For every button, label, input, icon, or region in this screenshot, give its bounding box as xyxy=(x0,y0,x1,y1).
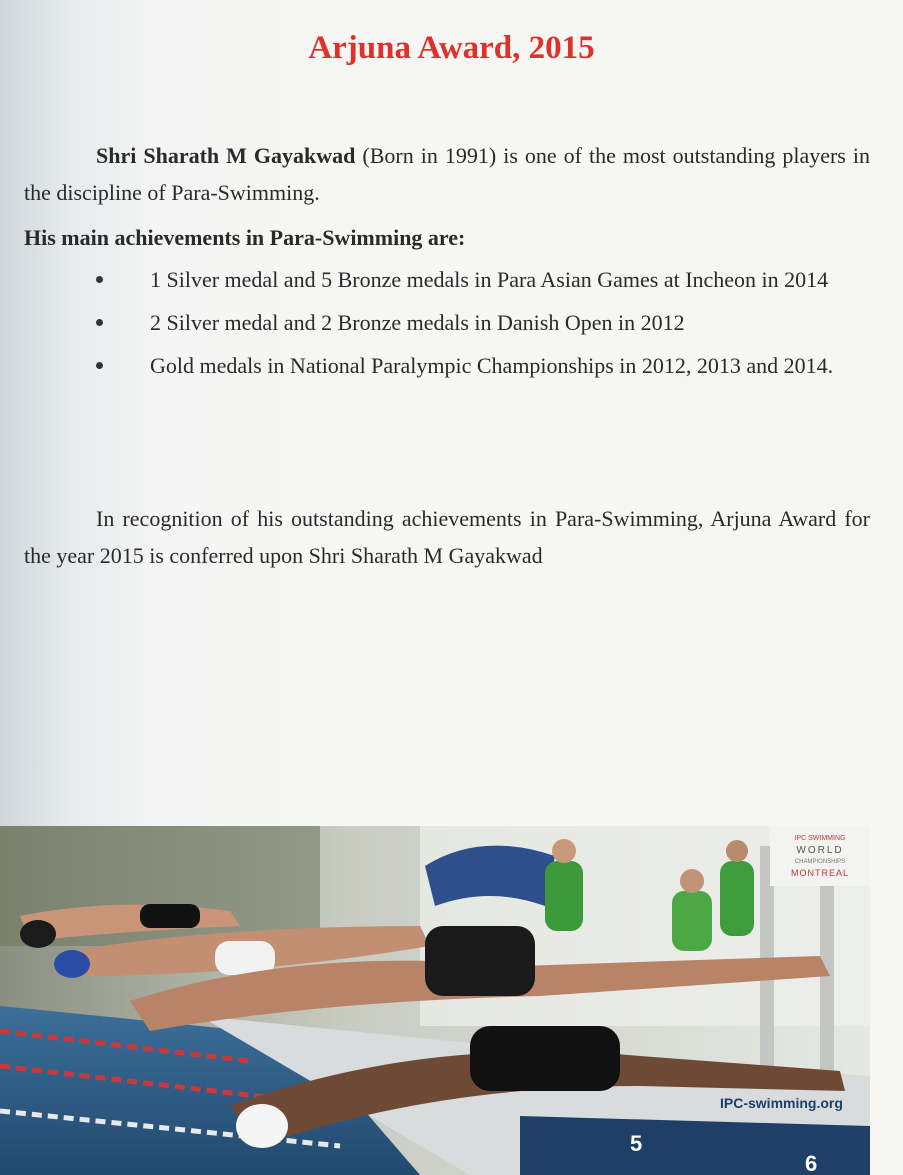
athlete-name: Shri Sharath M Gayakwad xyxy=(96,143,356,168)
list-item xyxy=(96,304,870,341)
lane-number-5: 5 xyxy=(630,1131,643,1156)
achievement-text: Gold medals in National Paralympic Championships in 2012, 2013 and 2014. xyxy=(150,353,834,378)
achievement-text: 2 Silver medal and 2 Bronze medals in Danish Open in 2012 xyxy=(150,310,685,335)
official-figure xyxy=(720,861,754,936)
list-item xyxy=(96,261,870,298)
banner-line3: CHAMPIONSHIPS xyxy=(794,859,846,865)
list-item xyxy=(96,347,870,384)
starting-block-panel xyxy=(520,1116,870,1175)
intro-paragraph xyxy=(24,137,870,211)
lane-number-6: 6 xyxy=(805,1151,818,1175)
banner-city: MONTREAL xyxy=(790,868,850,878)
bullet-icon xyxy=(96,276,103,283)
achievements-heading: His main achievements in Para-Swimming are: xyxy=(24,225,466,250)
banner-line2: WORLD xyxy=(796,845,844,856)
achievement-text: 1 Silver medal and 5 Bronze medals in Para Asian Games at Incheon in 2014 xyxy=(150,267,829,292)
board-text: IPC-swimming.org xyxy=(720,1095,843,1111)
bullet-icon xyxy=(96,319,103,326)
official-figure xyxy=(545,861,583,931)
official-figure xyxy=(672,891,712,951)
banner-line1: IPC SWIMMING xyxy=(794,835,846,842)
bullet-icon xyxy=(96,362,103,369)
achievements-list xyxy=(96,261,870,390)
closing-paragraph: In recognition of his outstanding achievements in Para-Swimming, Arjuna Award for the year 2015 is conferred upon Shri Sharath M Gayakwad xyxy=(24,506,870,568)
intro-text: (Born in 1991) is one of the most outstanding players in the discipline of Para-Swimming. xyxy=(24,143,870,205)
page-title: Arjuna Award, 2015 xyxy=(308,30,595,66)
swimming-photo xyxy=(0,826,870,1175)
